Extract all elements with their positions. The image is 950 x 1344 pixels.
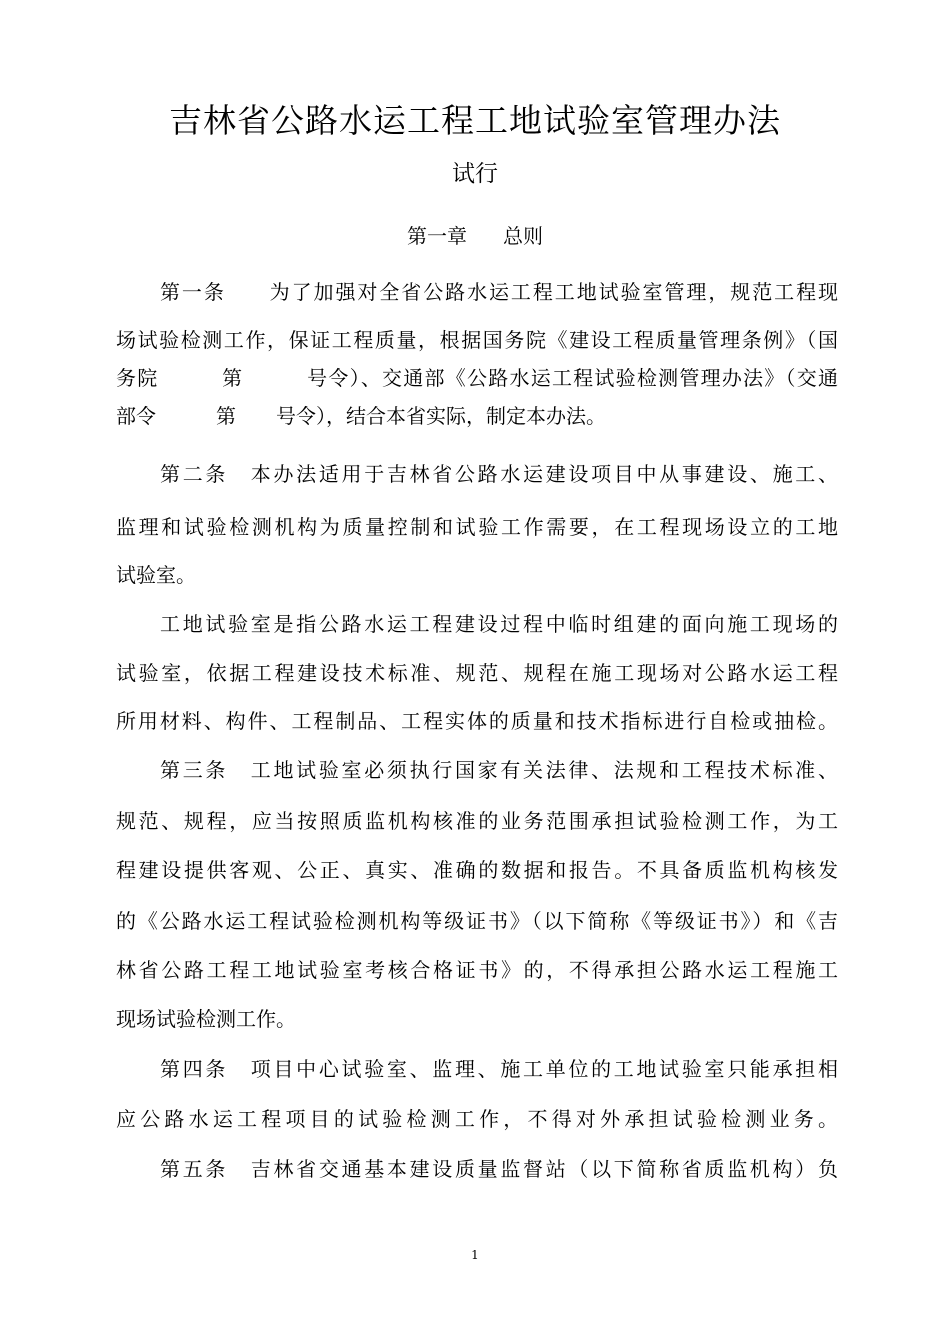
paragraph-line: 务院 第 号令）、交通部《公路水运工程试验检测管理办法》（交通 [116, 366, 838, 390]
paragraph-line: 试验室，依据工程建设技术标准、规范、规程在施工现场对公路水运工程 [116, 661, 838, 685]
paragraph-line: 试验室。 [116, 563, 196, 587]
paragraph-line: 第一条 为了加强对全省公路水运工程工地试验室管理，规范工程现 [160, 280, 838, 304]
chapter-number: 第一章 [407, 224, 467, 248]
paragraph-line: 第二条 本办法适用于吉林省公路水运建设项目中从事建设、施工、 [160, 462, 838, 486]
paragraph-line: 监理和试验检测机构为质量控制和试验工作需要，在工程现场设立的工地 [116, 515, 838, 539]
paragraph-line: 场试验检测工作，保证工程质量，根据国务院《建设工程质量管理条例》（国 [116, 328, 838, 352]
paragraph-line: 规范、规程，应当按照质监机构核准的业务范围承担试验检测工作，为工 [116, 809, 838, 833]
paragraph-line: 工地试验室是指公路水运工程建设过程中临时组建的面向施工现场的 [160, 612, 838, 636]
paragraph-line: 所用材料、构件、工程制品、工程实体的质量和技术指标进行自检或抽检。 [116, 709, 838, 733]
page-number: 1 [471, 1248, 479, 1262]
document-title: 吉林省公路水运工程工地试验室管理办法 [169, 101, 781, 140]
paragraph-line: 林省公路工程工地试验室考核合格证书》的，不得承担公路水运工程施工 [116, 958, 838, 982]
paragraph-line: 第三条 工地试验室必须执行国家有关法律、法规和工程技术标准、 [160, 758, 838, 782]
paragraph-line: 部令 第 号令），结合本省实际，制定本办法。 [116, 404, 606, 428]
paragraph-line: 第四条 项目中心试验室、监理、施工单位的工地试验室只能承担相 [160, 1057, 838, 1081]
chapter-heading [0, 216, 950, 256]
paragraph-line: 第五条 吉林省交通基本建设质量监督站（以下简称省质监机构）负 [160, 1157, 838, 1181]
chapter-name: 总则 [503, 224, 543, 248]
paragraph-line: 程建设提供客观、公正、真实、准确的数据和报告。不具备质监机构核发 [116, 858, 838, 882]
paragraph-line: 的《公路水运工程试验检测机构等级证书》（以下简称《等级证书》）和《吉 [116, 909, 838, 933]
paragraph-line: 现场试验检测工作。 [116, 1007, 296, 1031]
paragraph-line: 应公路水运工程项目的试验检测工作，不得对外承担试验检测业务。 [116, 1107, 838, 1131]
document-subtitle: 试行 [452, 161, 498, 187]
